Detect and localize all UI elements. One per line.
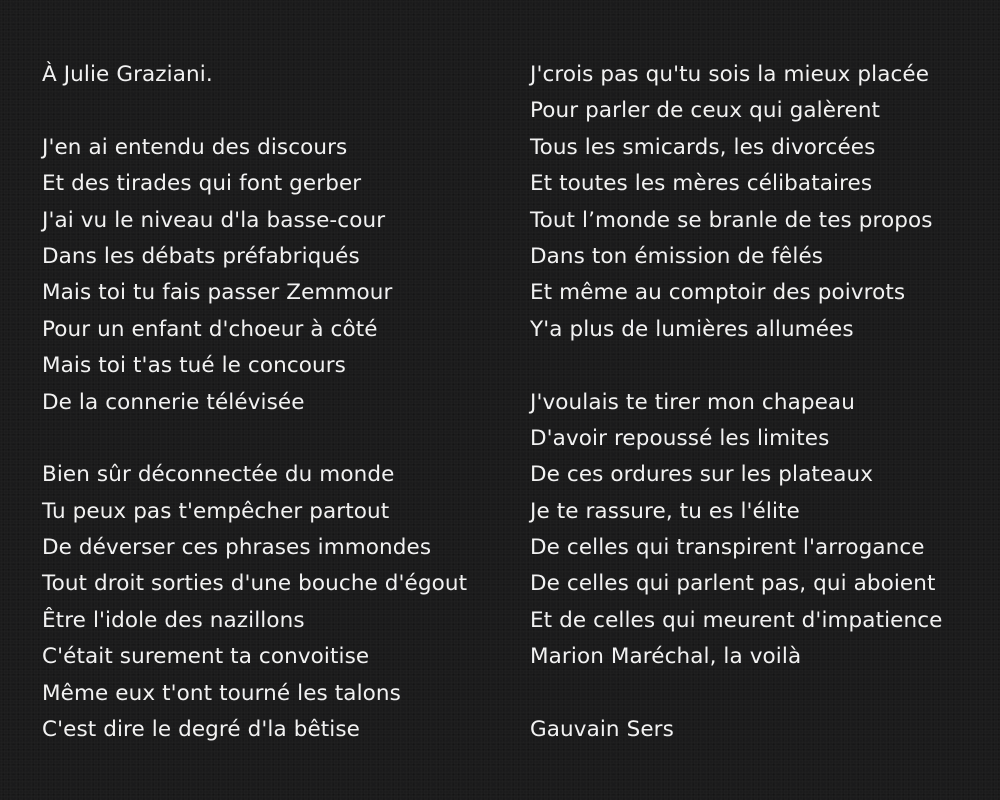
poem-line: Je te rassure, tu es l'élite [530,498,800,524]
stanza-gap [42,421,512,457]
poem-line: Tout droit sorties d'une bouche d'égout [42,571,468,597]
poem-line: J'voulais te tirer mon chapeau [530,389,855,415]
poem-line: De la connerie télévisée [42,389,305,415]
poem-column-right [530,57,1000,748]
poem-line: Tu peux pas t'empêcher partout [42,498,390,524]
poem-line: Mais toi t'as tué le concours [42,353,346,379]
stanza-gap [530,348,1000,384]
poem-line: Tous les smicards, les divorcées [530,134,876,160]
poem-line: Et même au comptoir des poivrots [530,280,906,306]
poem-line: Même eux t'ont tourné les talons [42,680,401,706]
poem-line: D'avoir repoussé les limites [530,425,830,451]
poem-line: J'ai vu le niveau d'la basse-cour [42,207,386,233]
dedication: À Julie Graziani. [42,62,213,87]
poem-line: Et toutes les mères célibataires [530,171,873,197]
signature: Gauvain Sers [530,717,674,743]
stanza-1 [42,130,512,421]
poem-line: Pour un enfant d'choeur à côté [42,316,378,342]
poem-line: Marion Maréchal, la voilà [530,644,802,670]
stanza-gap [530,676,1000,712]
poem-line: Tout l’monde se branle de tes propos [530,207,933,233]
poem-line: De celles qui transpirent l'arrogance [530,535,925,561]
poem-line: De ces ordures sur les plateaux [530,462,874,488]
poem-line: J'en ai entendu des discours [42,134,348,160]
poem-line: C'était surement ta convoitise [42,644,370,670]
poem-line: Être l'idole des nazillons [42,607,305,633]
poem-line: Bien sûr déconnectée du monde [42,462,395,488]
stanza-3 [530,57,1000,348]
poem-line: Mais toi tu fais passer Zemmour [42,280,393,306]
poem-column-left [42,57,512,748]
poem-line: De déverser ces phrases immondes [42,535,432,561]
poem-line: C'est dire le degré d'la bêtise [42,717,360,743]
poem-line: Dans ton émission de fêlés [530,243,824,269]
poem-line: Et des tirades qui font gerber [42,171,362,197]
poem-line: De celles qui parlent pas, qui aboient [530,571,936,597]
poem-line: Dans les débats préfabriqués [42,243,360,269]
poem-line: Pour parler de ceux qui galèrent [530,98,881,124]
stanza-2 [42,457,512,748]
poem-line: Y'a plus de lumières allumées [530,316,854,342]
stanza-gap [42,93,512,129]
poem-line: J'crois pas qu'tu sois la mieux placée [530,62,930,87]
poem-line: Et de celles qui meurent d'impatience [530,607,943,633]
stanza-4 [530,385,1000,676]
